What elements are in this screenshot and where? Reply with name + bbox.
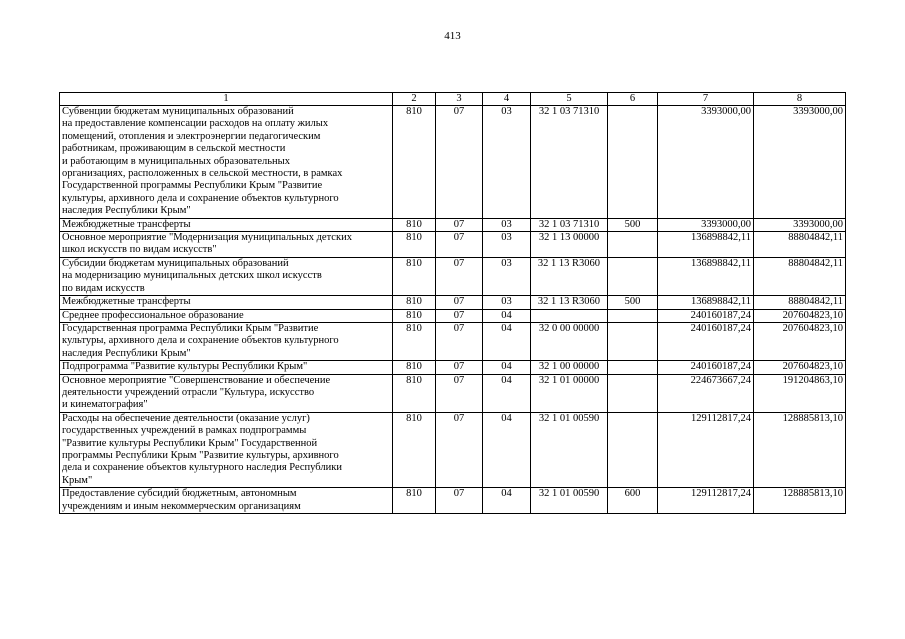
column-header: 6 [608,93,658,106]
ministry-code: 810 [393,106,436,219]
amount-col-8: 207604823,10 [754,322,846,360]
amount-col-7: 3393000,00 [658,218,754,231]
section-code: 07 [436,412,483,487]
subsection-code: 03 [483,257,531,295]
expense-type-code [608,309,658,322]
table-row [60,106,846,219]
subsection-code: 04 [483,309,531,322]
amount-col-8: 207604823,10 [754,309,846,322]
ministry-code: 810 [393,322,436,360]
table-row [60,218,846,231]
amount-col-7: 240160187,24 [658,309,754,322]
target-article-code: 32 1 03 71310 [531,218,608,231]
subsection-code: 03 [483,106,531,219]
amount-col-7: 136898842,11 [658,257,754,295]
subsection-code: 03 [483,218,531,231]
expense-type-code [608,106,658,219]
row-name: Основное мероприятие "Модернизация муниципальных детских школ искусств по видам искусств" [60,232,393,258]
expense-type-code: 600 [608,488,658,514]
expense-type-code [608,374,658,412]
column-header: 8 [754,93,846,106]
table-row [60,257,846,295]
ministry-code: 810 [393,296,436,309]
ministry-code: 810 [393,257,436,295]
subsection-code: 03 [483,232,531,258]
amount-col-8: 3393000,00 [754,218,846,231]
amount-col-7: 240160187,24 [658,361,754,374]
expense-type-code: 500 [608,218,658,231]
section-code: 07 [436,374,483,412]
table-row [60,322,846,360]
amount-col-7: 136898842,11 [658,232,754,258]
expense-type-code [608,361,658,374]
expense-type-code [608,257,658,295]
row-name: Межбюджетные трансферты [60,296,393,309]
row-name: Предоставление субсидий бюджетным, автономным учреждениям и иным некоммерческим организациям [60,488,393,514]
amount-col-8: 207604823,10 [754,361,846,374]
section-code: 07 [436,361,483,374]
amount-col-8: 3393000,00 [754,106,846,219]
section-code: 07 [436,218,483,231]
subsection-code: 04 [483,361,531,374]
table-row [60,374,846,412]
expense-type-code [608,232,658,258]
page-number: 413 [444,30,461,42]
section-code: 07 [436,232,483,258]
subsection-code: 04 [483,322,531,360]
subsection-code: 04 [483,412,531,487]
row-name: Государственная программа Республики Крым "Развитие культуры, архивного дела и сохранение объектов культурного наследия Республики Крым" [60,322,393,360]
subsection-code: 04 [483,374,531,412]
table-row [60,232,846,258]
column-header: 3 [436,93,483,106]
amount-col-8: 128885813,10 [754,488,846,514]
row-name: Субсидии бюджетам муниципальных образований на модернизацию муниципальных детских школ искусств по видам искусств [60,257,393,295]
row-name: Субвенции бюджетам муниципальных образований на предоставление компенсации расходов на оплату жилых помещений, отопления и электроэнергии педагогическим работникам, проживающим в сельской местности и работающим в муниципальных образовательных организациях, расположенных в сельской местности, в рамках Государственной программы Республики Крым "Развитие культуры, архивного дела и сохранение объектов культурного наследия Республики Крым" [60,106,393,219]
section-code: 07 [436,106,483,219]
amount-col-7: 3393000,00 [658,106,754,219]
column-header: 5 [531,93,608,106]
table-row [60,361,846,374]
amount-col-7: 240160187,24 [658,322,754,360]
target-article-code: 32 1 03 71310 [531,106,608,219]
ministry-code: 810 [393,488,436,514]
section-code: 07 [436,488,483,514]
target-article-code: 32 0 00 00000 [531,322,608,360]
target-article-code: 32 1 13 R3060 [531,296,608,309]
row-name: Расходы на обеспечение деятельности (оказание услуг) государственных учреждений в рамках подпрограммы "Развитие культуры Республики Крым" Государственной программы Республики Крым "Развитие культуры, архивного дела и сохранение объектов культурного наследия Республики Крым" [60,412,393,487]
amount-col-8: 128885813,10 [754,412,846,487]
target-article-code: 32 1 00 00000 [531,361,608,374]
budget-table [59,92,846,514]
amount-col-7: 224673667,24 [658,374,754,412]
column-header: 4 [483,93,531,106]
target-article-code [531,309,608,322]
ministry-code: 810 [393,232,436,258]
section-code: 07 [436,257,483,295]
amount-col-8: 88804842,11 [754,296,846,309]
amount-col-7: 129112817,24 [658,488,754,514]
amount-col-8: 191204863,10 [754,374,846,412]
column-header: 2 [393,93,436,106]
target-article-code: 32 1 01 00590 [531,488,608,514]
column-header: 1 [60,93,393,106]
ministry-code: 810 [393,218,436,231]
section-code: 07 [436,296,483,309]
ministry-code: 810 [393,374,436,412]
row-name: Основное мероприятие "Совершенствование и обеспечение деятельности учреждений отрасли "Культура, искусство и кинематография" [60,374,393,412]
expense-type-code: 500 [608,296,658,309]
expense-type-code [608,322,658,360]
section-code: 07 [436,322,483,360]
table-row [60,488,846,514]
header-row [60,93,846,106]
table-row [60,309,846,322]
target-article-code: 32 1 13 R3060 [531,257,608,295]
target-article-code: 32 1 01 00000 [531,374,608,412]
ministry-code: 810 [393,309,436,322]
column-header: 7 [658,93,754,106]
expense-type-code [608,412,658,487]
subsection-code: 03 [483,296,531,309]
row-name: Среднее профессиональное образование [60,309,393,322]
target-article-code: 32 1 01 00590 [531,412,608,487]
section-code: 07 [436,309,483,322]
amount-col-7: 129112817,24 [658,412,754,487]
row-name: Подпрограмма "Развитие культуры Республики Крым" [60,361,393,374]
ministry-code: 810 [393,361,436,374]
amount-col-8: 88804842,11 [754,257,846,295]
ministry-code: 810 [393,412,436,487]
amount-col-7: 136898842,11 [658,296,754,309]
row-name: Межбюджетные трансферты [60,218,393,231]
amount-col-8: 88804842,11 [754,232,846,258]
target-article-code: 32 1 13 00000 [531,232,608,258]
subsection-code: 04 [483,488,531,514]
table-row [60,296,846,309]
table-row [60,412,846,487]
